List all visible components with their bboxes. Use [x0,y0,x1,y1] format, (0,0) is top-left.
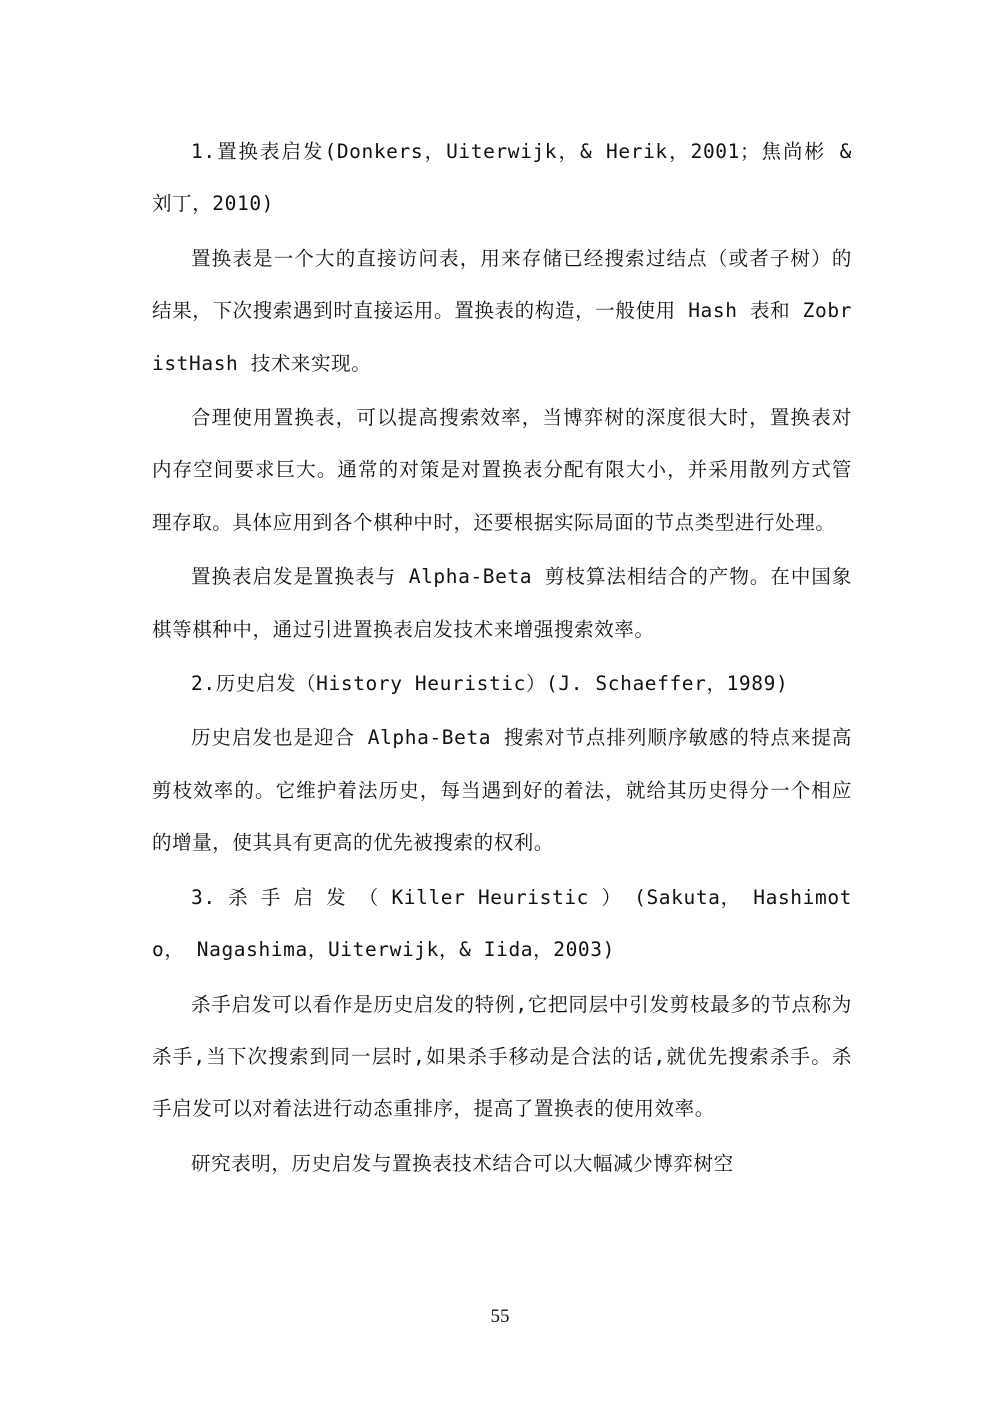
heading-history-heuristic: 2.历史启发（History Heuristic）(J. Schaeffer，1989) [191,672,789,696]
paragraph-research-findings: 研究表明，历史启发与置换表技术结合可以大幅减少博弈树空 [191,1151,734,1175]
paragraph-transposition-table-usage: 合理使用置换表，可以提高搜索效率，当博弈树的深度很大时，置换表对内存空间要求巨大。通常的对策是对置换表分配有限大小，并采用散列方式管理存取。具体应用到各个棋种中时，还要根据实际局面的节点类型进行处理。 [152,406,852,534]
heading-killer-heuristic: 3. 杀 手 启 发 （ Killer Heuristic ） (Sakuta， Hashimoto， Nagashima，Uiterwijk，& Iida，2003) [152,885,852,962]
paragraph-transposition-table-definition: 置换表是一个大的直接访问表，用来存储已经搜索过结点（或者子树）的结果，下次搜索遇到时直接运用。置换表的构造，一般使用 Hash 表和 ZobristHash 技术来实现。 [152,246,852,375]
page-body [152,126,852,1192]
paragraph-history-heuristic: 历史启发也是迎合 Alpha-Beta 搜索对节点排列顺序敏感的特点来提高剪枝效率的。它维护着法历史，每当遇到好的着法，就给其历史得分一个相应的增量，使其具有更高的优先被搜索的权利。 [152,726,852,855]
paragraph-killer-heuristic: 杀手启发可以看作是历史启发的特例,它把同层中引发剪枝最多的节点称为杀手,当下次搜索到同一层时,如果杀手移动是合法的话,就优先搜索杀手。杀手启发可以对着法进行动态重排序，提高了置换表的使用效率。 [152,992,852,1121]
paragraph-transposition-heuristic-alpha-beta: 置换表启发是置换表与 Alpha-Beta 剪枝算法相结合的产物。在中国象棋等棋种中，通过引进置换表启发技术来增强搜索效率。 [152,565,852,641]
heading-transposition-table-heuristic: 1.置换表启发(Donkers，Uiterwijk，& Herik，2001；焦尚彬 & 刘丁，2010) [152,140,852,216]
page-number: 55 [490,1306,510,1327]
